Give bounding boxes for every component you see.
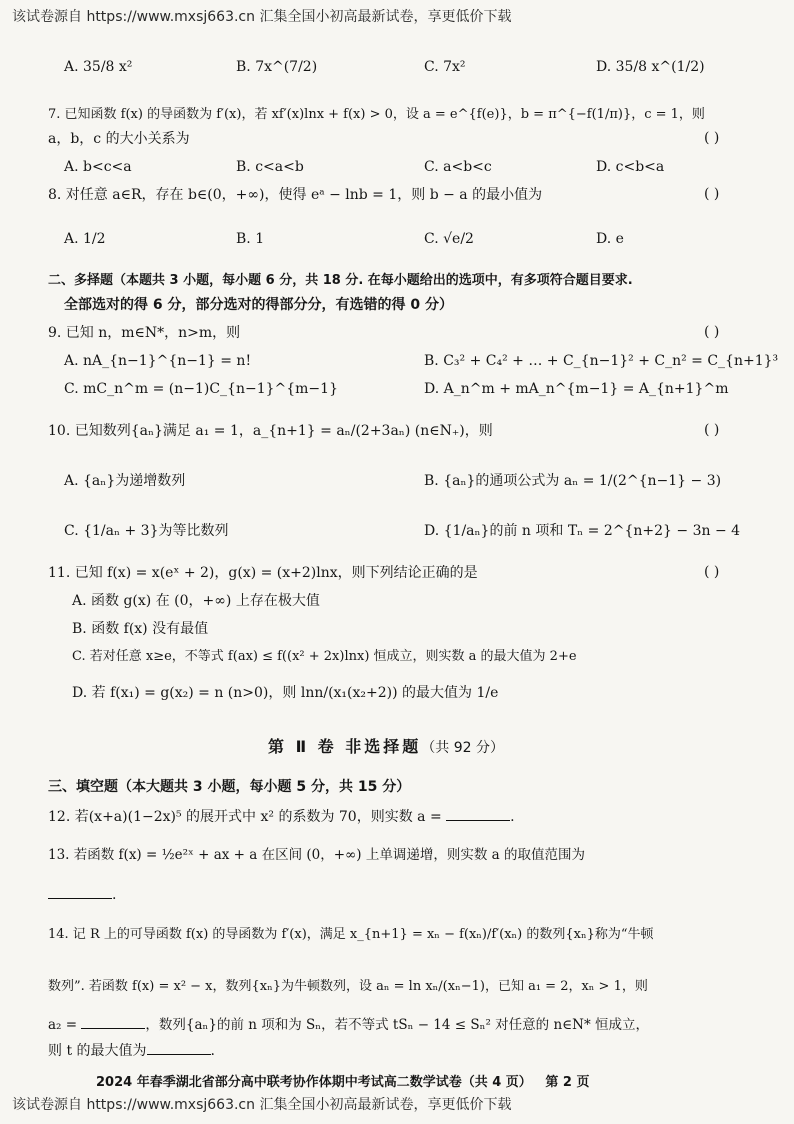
q14-line3-prefix: a₂ =: [48, 1017, 78, 1033]
q12-answer-blank[interactable]: [446, 808, 510, 821]
q13-end: .: [112, 887, 117, 903]
q14-t-answer-blank[interactable]: [147, 1042, 211, 1055]
q14-line2: 数列”. 若函数 f(x) = x² − x，数列{xₙ}为牛顿数列，设 aₙ = ln xₙ/(xₙ−1)，已知 a₁ = 2，xₙ > 1，则: [48, 979, 648, 994]
q7-option-c: C. a<b<c: [424, 159, 492, 175]
q11-stem: 11. 已知 f(x) = x(eˣ + 2)，g(x) = (x+2)lnx，则下列结论正确的是: [48, 565, 478, 581]
q9-stem: 9. 已知 n，m∈N*，n>m，则: [48, 325, 241, 341]
q6-option-a: A. 35/8 x²: [64, 59, 133, 75]
q10-stem: 10. 已知数列{aₙ}满足 a₁ = 1，a_{n+1} = aₙ/(2+3aₙ) (n∈N₊)，则: [48, 423, 493, 439]
q8-option-a: A. 1/2: [64, 231, 106, 247]
q6-option-b: B. 7x^(7/2): [236, 59, 318, 75]
q8-option-c: C. √e/2: [424, 231, 474, 247]
footer: [96, 1074, 590, 1092]
q7-option-d: D. c<b<a: [596, 159, 665, 175]
q9-option-c: C. mC_n^m = (n−1)C_{n−1}^{m−1}: [64, 381, 338, 397]
q14-line3-text: ，数列{aₙ}的前 n 项和为 Sₙ，若不等式 tSₙ − 14 ≤ Sₙ² 对任意的 n∈N* 恒成立，: [145, 1017, 649, 1033]
part2-title: 第 Ⅱ 卷 非选择题: [268, 737, 422, 756]
q11-option-c: C. 若对任意 x≥e，不等式 f(ax) ≤ f((x² + 2x)lnx) 恒成立，则实数 a 的最大值为 2+e: [72, 649, 577, 664]
q14-line4-end: .: [210, 1043, 215, 1059]
q10-option-c: C. {1/aₙ + 3}为等比数列: [64, 523, 229, 539]
footer-page: 第 2 页: [545, 1075, 590, 1090]
q12-end: .: [510, 809, 515, 825]
q12-stem: 12. 若(x+a)(1−2x)⁵ 的展开式中 x² 的系数为 70，则实数 a =: [48, 809, 442, 825]
q14-a2-answer-blank[interactable]: [81, 1016, 145, 1029]
q7-option-a: A. b<c<a: [64, 159, 132, 175]
q10-option-d: D. {1/aₙ}的前 n 项和 Tₙ = 2^{n+2} − 3n − 4: [424, 523, 741, 539]
q13-answer-line: [48, 886, 116, 904]
q11-option-b: B. 函数 f(x) 没有最值: [72, 621, 209, 637]
section3-title: 三、填空题（本大题共 3 小题，每小题 5 分，共 15 分）: [48, 779, 411, 795]
q9-option-d: D. A_n^m + mA_n^{m−1} = A_{n+1}^m: [424, 381, 729, 397]
q12-line: [48, 808, 515, 826]
part2-heading: [268, 738, 504, 757]
q14-line3: [48, 1016, 649, 1034]
q8-option-d: D. e: [596, 231, 624, 247]
q13-stem: 13. 若函数 f(x) = ½e²ˣ + ax + a 在区间 (0，+∞) 上单调递增，则实数 a 的取值范围为: [48, 847, 585, 863]
q10-option-a: A. {aₙ}为递增数列: [64, 473, 186, 489]
q8-answer-bracket: ( ): [704, 186, 720, 202]
q14-line4: [48, 1042, 215, 1060]
q6-option-c: C. 7x²: [424, 59, 466, 75]
q7-stem-line2: a，b，c 的大小关系为: [48, 131, 190, 147]
q11-option-d: D. 若 f(x₁) = g(x₂) = n (n>0)，则 lnn/(x₁(x₂+2)) 的最大值为 1/e: [72, 685, 499, 701]
q6-option-d: D. 35/8 x^(1/2): [596, 59, 705, 75]
part2-score: （共 92 分）: [421, 740, 504, 756]
section2-title-line2: 全部选对的得 6 分，部分选对的得部分分，有选错的得 0 分）: [64, 297, 453, 313]
q10-option-b: B. {aₙ}的通项公式为 aₙ = 1/(2^{n−1} − 3): [424, 473, 722, 489]
q7-option-b: B. c<a<b: [236, 159, 304, 175]
q14-line4-prefix: 则 t 的最大值为: [48, 1043, 147, 1059]
q7-stem-line1: 7. 已知函数 f(x) 的导函数为 f′(x)，若 xf′(x)lnx + f(x) > 0，设 a = e^{f(e)}，b = π^{−f(1/π)}，c = 1，则: [48, 107, 705, 122]
q8-stem: 8. 对任意 a∈R，存在 b∈(0，+∞)，使得 eᵃ − lnb = 1，则 b − a 的最小值为: [48, 187, 543, 203]
footer-watermark: 该试卷源自 https://www.mxsj663.cn 汇集全国小初高最新试卷，享更低价下载: [12, 1097, 512, 1113]
q11-answer-bracket: ( ): [704, 564, 720, 580]
q9-option-b: B. C₃² + C₄² + … + C_{n−1}² + C_n² = C_{n+1}³: [424, 353, 779, 369]
q9-option-a: A. nA_{n−1}^{n−1} = n!: [64, 353, 252, 369]
q13-answer-blank[interactable]: [48, 886, 112, 899]
footer-title: 2024 年春季湖北省部分高中联考协作体期中考试高二数学试卷（共 4 页）: [96, 1075, 532, 1090]
q11-option-a: A. 函数 g(x) 在 (0，+∞) 上存在极大值: [72, 593, 320, 609]
q10-answer-bracket: ( ): [704, 422, 720, 438]
q8-option-b: B. 1: [236, 231, 265, 247]
section2-title-line1: 二、多择题（本题共 3 小题，每小题 6 分，共 18 分. 在每小题给出的选项中，有多项符合题目要求.: [48, 273, 633, 288]
q9-answer-bracket: ( ): [704, 324, 720, 340]
header-watermark: 该试卷源自 https://www.mxsj663.cn 汇集全国小初高最新试卷，享更低价下载: [12, 9, 512, 25]
q14-line1: 14. 记 R 上的可导函数 f(x) 的导函数为 f′(x)，满足 x_{n+1} = xₙ − f(xₙ)/f′(xₙ) 的数列{xₙ}称为“牛顿: [48, 927, 654, 942]
q7-answer-bracket: ( ): [704, 130, 720, 146]
